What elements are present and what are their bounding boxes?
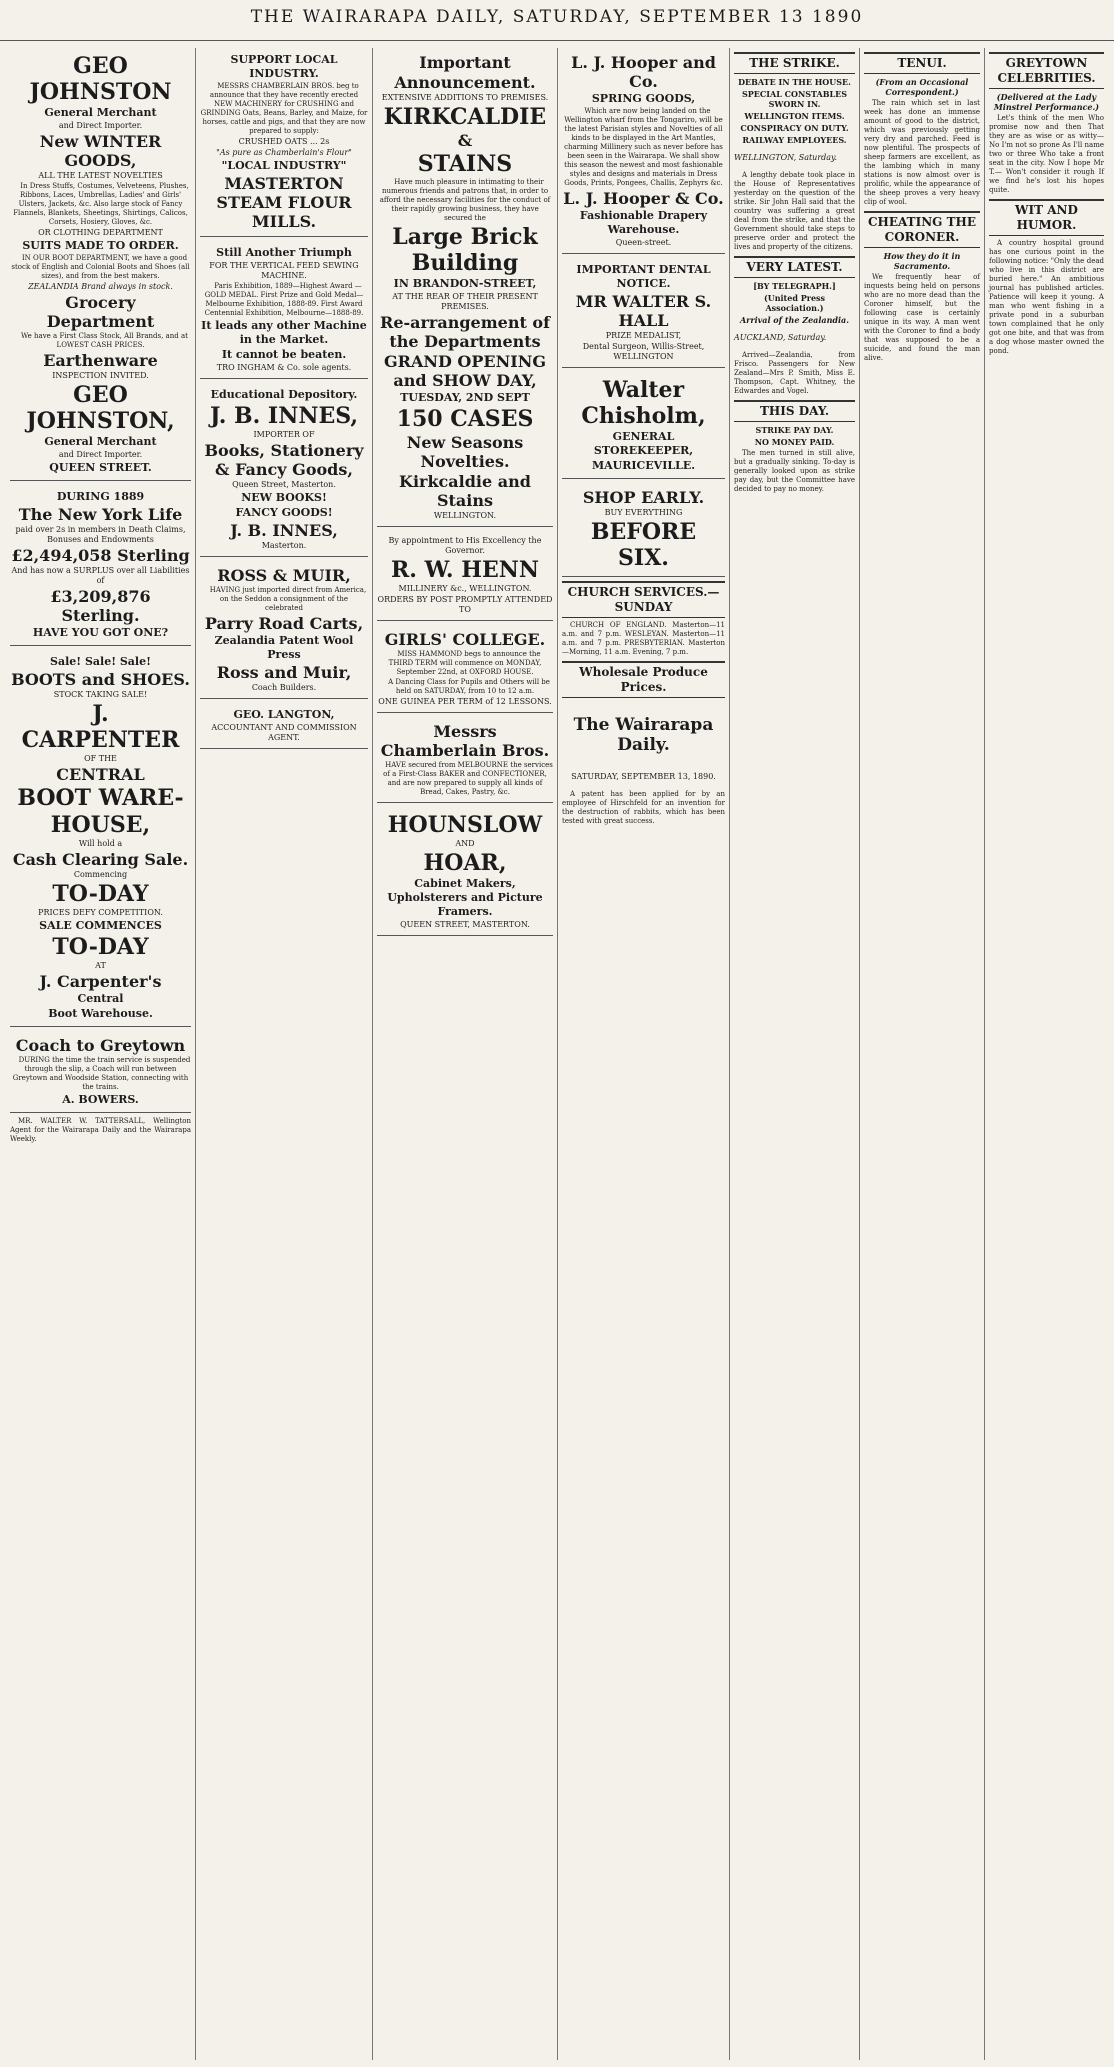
- boot-ware: BOOT WARE-: [17, 785, 184, 811]
- innes-masterton: Masterton.: [261, 541, 307, 550]
- sewing-machine-ad: [200, 241, 368, 379]
- coach-ad: [10, 1031, 191, 1113]
- daily-title-block: [562, 715, 725, 782]
- importer-of: IMPORTER OF: [253, 430, 315, 439]
- ross-and-muir-2: Ross and Muir,: [216, 663, 352, 682]
- arrival-text: Arrived—Zealandia, from Frisco. Passengers for New Zealand—Mrs P. Smith, Miss E. Thompson, Capt. Whitney, the Edwardes and Vogel.: [734, 351, 855, 395]
- railway-employees: RAILWAY EMPLOYEES.: [742, 135, 847, 145]
- arrival-zealandia: Arrival of the Zealandia.: [739, 315, 850, 325]
- wit-text: A country hospital ground has one curious point in the following notice: "Only the dead who live in this district are buried here." An ambitious journal has published articles. Patience will keep it young. A man who went fishing in a private pond in a suburban town complained that he only got one bite, and that was from a dog whose master owned the pond.: [989, 239, 1104, 355]
- messrs-chamberlain: Messrs Chamberlain Bros.: [380, 722, 550, 760]
- dental-ad: [562, 258, 725, 368]
- greytown-sub: (Delivered at the Lady Minstrel Performance.): [993, 92, 1100, 112]
- coach-text: DURING the time the train service is suspended through the slip, a Coach will run between Greytown and Woodside Station, connecting with the trains.: [12, 1056, 191, 1091]
- new-winter-goods: New WINTER GOODS,: [39, 132, 162, 170]
- girls-college-ad: [377, 625, 553, 713]
- brandon-street: IN BRANDON-STREET,: [393, 277, 537, 290]
- j-b-innes: J. B. INNES,: [210, 403, 358, 429]
- church-text: CHURCH OF ENGLAND. Masterton—11 a.m. and 7 p.m. WESLEYAN. Masterton—11 a.m. and 7 p.m. PRESBYTERIAN. Masterton—Morning, 11 a.m. Evening, 7 p.m.: [562, 621, 725, 656]
- sale-sale: Sale! Sale! Sale!: [50, 655, 151, 668]
- sale-commences: SALE COMMENCES: [39, 919, 162, 932]
- central-2: Central: [77, 992, 124, 1005]
- commencing: Commencing: [73, 870, 128, 879]
- debate-in-house: DEBATE IN THE HOUSE.: [738, 77, 851, 87]
- grocery-text: We have a First Class Stock, All Brands, and at LOWEST CASH PRICES.: [21, 332, 188, 349]
- prices-defy: PRICES DEFY COMPETITION.: [38, 908, 163, 917]
- general-merchant: General Merchant: [44, 106, 157, 119]
- by-telegraph: [BY TELEGRAPH.]: [753, 281, 836, 291]
- column-6: [860, 48, 985, 2060]
- zealandia-brand: ZEALANDIA Brand always in stock.: [28, 282, 173, 291]
- rearrangement: Re-arrangement of the Departments: [380, 313, 550, 351]
- hounslow-ad: [377, 807, 553, 936]
- sacramento: How they do it in Sacramento.: [883, 251, 961, 271]
- conspiracy-on-duty: CONSPIRACY ON DUTY.: [740, 123, 849, 133]
- educational-depository: Educational Depository.: [210, 388, 358, 401]
- new-york-life: The New York Life: [18, 505, 183, 524]
- hounslow-street: QUEEN STREET, MASTERTON.: [400, 920, 530, 929]
- shop-early-ad: [562, 483, 725, 577]
- fancy-goods: FANCY GOODS!: [235, 506, 333, 519]
- stock-taking-sale: STOCK TAKING SALE!: [53, 690, 148, 699]
- tenui-heading: TENUI.: [864, 52, 980, 74]
- leads-market: It leads any other Machine in the Market.: [201, 319, 367, 346]
- dancing-class: A Dancing Class for Pupils and Others will be held on SATURDAY, from 10 to 12 a.m.: [388, 678, 550, 695]
- daily-title: The Wairarapa Daily.: [573, 715, 714, 755]
- stains: STAINS: [417, 151, 513, 177]
- messrs-text: HAVE secured from MELBOURNE the services of a First-Class BAKER and CONFECTIONER, and are now prepared to supply all kinds of Bread, Cakes, Pastry, &c.: [383, 761, 553, 796]
- girls-college: GIRLS' COLLEGE.: [384, 630, 546, 649]
- this-day-text: The men turned in still alive, but a gradually sinking. To-day is generally looked upon as strike pay day, but the Committee have decided to pay no money.: [734, 449, 855, 493]
- greytown-heading: GREYTOWN CELEBRITIES.: [989, 52, 1104, 89]
- large-brick-building: Large Brick Building: [392, 224, 538, 276]
- at: AT: [95, 961, 106, 970]
- walter-chisholm: Walter Chisholm,: [581, 377, 706, 429]
- crushed-oats: CRUSHED OATS ... 2s: [238, 137, 330, 146]
- suits-made: SUITS MADE TO ORDER.: [22, 239, 179, 252]
- no-money-paid: NO MONEY PAID.: [754, 437, 835, 447]
- special-constables: SPECIAL CONSTABLES SWORN IN.: [741, 89, 848, 109]
- geo-johnston-ad: [10, 48, 191, 481]
- auckland-saturday: AUCKLAND, Saturday.: [734, 333, 827, 342]
- wellington-items: WELLINGTON ITEMS.: [744, 111, 845, 121]
- hooper-ad: [562, 48, 725, 254]
- central: CENTRAL: [56, 765, 145, 784]
- direct-importer-2: and Direct Importer.: [58, 450, 143, 459]
- support-local: SUPPORT LOCAL INDUSTRY.: [230, 53, 338, 80]
- house: HOUSE,: [50, 812, 151, 838]
- kirkcaldie: KIRKCALDIE: [383, 104, 547, 130]
- queen-street: QUEEN STREET.: [49, 461, 152, 474]
- ampersand: &: [457, 131, 473, 150]
- ross-and-muir: ROSS & MUIR,: [217, 566, 351, 585]
- shop-early: SHOP EARLY.: [582, 488, 705, 507]
- coach-to-greytown: Coach to Greytown: [15, 1036, 186, 1055]
- a-bowers: A. BOWERS.: [62, 1093, 139, 1106]
- column-7: [985, 48, 1108, 2060]
- column-5: [730, 48, 860, 2060]
- greytown-poem: Let's think of the men Who promise now and then That they are as wise or as witty— No I'm not so prone As I'll name two or three Who take a front seat in the city. Now I hope Mr T.— Won't consider it rough If we find he's lost his hopes quite.: [989, 114, 1104, 194]
- geo-langton: GEO. LANGTON,: [233, 708, 335, 721]
- inspection-invited: INSPECTION INVITED.: [52, 371, 149, 380]
- chamberlain-bros-ad: [377, 717, 553, 803]
- ingham-agents: TRO INGHAM & Co. sole agents.: [216, 363, 352, 372]
- innes-ad: [200, 383, 368, 557]
- accountant: ACCOUNTANT AND COMMISSION AGENT.: [211, 723, 357, 742]
- by-appointment: By appointment to His Excellency the Governor.: [388, 536, 542, 555]
- carpenter-ad: [10, 650, 191, 1027]
- fashionable-drapery: Fashionable Drapery Warehouse.: [579, 209, 708, 236]
- chamberlain-text: MESSRS CHAMBERLAIN BROS. beg to announce that they have recently erected NEW MACHINERY for CRUSHING and GRINDING Oats, Beans, Barley, and Maize, for horses, cattle and pigs, and that they are now prepared to supply:: [200, 82, 368, 135]
- ny-life-text: paid over 2s in members in Death Claims, Bonuses and Endowments: [15, 525, 186, 544]
- hoar: HOAR,: [423, 850, 507, 876]
- spring-goods: SPRING GOODS,: [591, 92, 696, 105]
- this-day-heading: THIS DAY.: [734, 400, 855, 422]
- cheating-text: We frequently hear of inquests being held on persons who are no more dead than the Coroner himself, but the following case is certainly unique in its way. A man went with the Coroner to find a body that was supposed to be a suicide, and found the man alive.: [864, 273, 980, 362]
- zealandia-press: Zealandia Patent Wool Press: [214, 634, 354, 661]
- dental-notice: IMPORTANT DENTAL NOTICE.: [576, 263, 711, 290]
- amount-paid: £2,494,058 Sterling: [11, 546, 190, 565]
- announcement: Announcement.: [394, 73, 536, 92]
- daily-date: SATURDAY, SEPTEMBER 13, 1890.: [571, 772, 716, 781]
- latest-novelties: ALL THE LATEST NOVELTIES: [38, 171, 163, 180]
- today-2: TO-DAY: [52, 934, 149, 960]
- wholesale-heading: Wholesale Produce Prices.: [562, 661, 725, 698]
- cannot-be-beaten: It cannot be beaten.: [221, 348, 347, 361]
- millinery: MILLINERY &c., WELLINGTON.: [398, 584, 532, 593]
- mauriceville: MAURICEVILLE.: [591, 459, 696, 472]
- henn-ad: [377, 531, 553, 621]
- paris-exhibition: Paris Exhibition, 1889—Highest Award —GOLD MEDAL. First Prize and Gold Medal—Melbourne Exhibition, 1888-89. First Award Centennial Exhibition, Melbourne—1888-89.: [204, 282, 364, 317]
- langton-ad: [200, 703, 368, 749]
- before-six: BEFORE SIX.: [590, 519, 697, 571]
- rear-premises: AT THE REAR OF THEIR PRESENT PREMISES.: [392, 292, 538, 311]
- wellington-agent: MR. WALTER W. TATTERSALL, Wellington Agent for the Wairarapa Daily and the Wairarapa Weekly.: [10, 1117, 191, 1143]
- dental-surgeon: Dental Surgeon, Willis-Street, WELLINGTON: [582, 342, 705, 361]
- during-1889: DURING 1889: [56, 490, 145, 503]
- important: Important: [419, 53, 511, 72]
- one-guinea: ONE GUINEA PER TERM of 12 LESSONS.: [378, 697, 552, 706]
- tuesday-sept: TUESDAY, 2ND SEPT: [400, 391, 530, 404]
- hounslow: HOUNSLOW: [387, 812, 543, 838]
- clothing-dept: OR CLOTHING DEPARTMENT: [38, 228, 163, 237]
- new-seasons-novelties: New Seasons Novelties.: [406, 433, 524, 471]
- cash-clearing-sale: Cash Clearing Sale.: [12, 850, 189, 869]
- buy-everything: BUY EVERYTHING: [604, 508, 683, 517]
- hammond-text: MISS HAMMOND begs to announce the THIRD TERM will commence on MONDAY, September 22nd, at OXFORD HOUSE.: [388, 650, 542, 676]
- walter-hall: MR WALTER S. HALL: [575, 292, 712, 330]
- hounslow-and: AND: [455, 839, 475, 848]
- j-carpenter: J. CARPENTER: [21, 701, 180, 753]
- r-w-henn: R. W. HENN: [391, 557, 539, 583]
- kirkcaldie-wellington: WELLINGTON.: [433, 511, 497, 520]
- parry-road-carts: Parry Road Carts,: [204, 614, 364, 633]
- cabinet-makers: Cabinet Makers, Upholsterers and Picture Framers.: [387, 877, 543, 918]
- chamberlain-ad: [200, 48, 368, 237]
- earthenware: Earthenware: [43, 351, 158, 370]
- books-stationery: Books, Stationery & Fancy Goods,: [204, 441, 364, 479]
- surplus-amount: £3,209,876 Sterling.: [50, 587, 151, 625]
- local-industry: "LOCAL INDUSTRY": [221, 159, 347, 172]
- ross-text: HAVING just imported direct from America, on the Seddon a consignment of the celebrated: [209, 586, 367, 612]
- hooper-title: L. J. Hooper and Co.: [571, 53, 716, 91]
- chamberlain-flour: "As pure as Chamberlain's Flour": [216, 148, 352, 157]
- newspaper-masthead: THE WAIRARAPA DAILY, SATURDAY, SEPTEMBER 13 1890: [0, 0, 1114, 41]
- hooper-text: Which are now being landed on the Wellington wharf from the Tongariro, will be the latest Parisian styles and Novelties of all kinds to be displayed in the Art Mantles, charming Millinery such as never before has been seen in the Wairarapa. We shall show this season the newest and most fashionable styles and designs and materials in Dress Goods, Prints, Pongees, Challis, Zephyrs &c.: [564, 107, 723, 187]
- kirkcaldie-and-stains: Kirkcaldie and Stains: [399, 472, 531, 510]
- orders-by-post: ORDERS BY POST PROMPTLY ATTENDED TO: [377, 595, 553, 614]
- very-latest-heading: VERY LATEST.: [734, 256, 855, 278]
- innes-queen-st: Queen Street, Masterton.: [232, 480, 336, 489]
- geo-johnston-title-2: GEO JOHNSTON,: [26, 382, 175, 434]
- wit-heading: WIT AND HUMOR.: [989, 199, 1104, 236]
- column-3: [373, 48, 558, 2060]
- ross-muir-ad: [200, 561, 368, 699]
- column-1: [6, 48, 196, 2060]
- column-2: [196, 48, 373, 2060]
- extensive-additions: EXTENSIVE ADDITIONS TO PREMISES.: [381, 93, 549, 102]
- boots-and-shoes: BOOTS and SHOES.: [11, 670, 190, 689]
- church-heading: CHURCH SERVICES.—SUNDAY: [562, 581, 725, 618]
- chisholm-ad: [562, 372, 725, 479]
- general-merchant-2: General Merchant: [44, 435, 157, 448]
- tenui-text: The rain which set in last week has done an immense amount of good to the district, which was previously getting very dry and parched. Feed is now plentiful. The prospects of sheep farmers are excellent, as the lambing which in many stations is now almost over is prolific, while the appearance of the sheep proves a very heavy clip of wool.: [864, 99, 980, 206]
- j-b-innes-2: J. B. INNES,: [230, 521, 338, 540]
- hooper-queen-street: Queen-street.: [615, 238, 672, 247]
- 150-cases: 150 CASES: [396, 406, 534, 432]
- strike-heading: THE STRIKE.: [734, 52, 855, 74]
- will-hold: Will hold a: [78, 839, 123, 848]
- coach-builders: Coach Builders.: [251, 683, 317, 692]
- newspaper-page: [6, 48, 1108, 2060]
- general-storekeeper: GENERAL STOREKEEPER,: [593, 430, 694, 457]
- still-another-triumph: Still Another Triumph: [216, 246, 352, 259]
- have-you-got-one: HAVE YOU GOT ONE?: [32, 626, 169, 639]
- vertical-feed: FOR THE VERTICAL FEED SEWING MACHINE.: [209, 261, 359, 280]
- grocery-department: Grocery Department: [46, 293, 155, 331]
- prize-medalist: PRIZE MEDALIST,: [605, 331, 682, 340]
- boot-dept: IN OUR BOOT DEPARTMENT, we have a good stock of English and Colonial Boots and Shoes (all sizes), and from the best makers.: [11, 254, 190, 280]
- wellington-saturday: WELLINGTON, Saturday.: [734, 153, 838, 162]
- grand-opening: GRAND OPENING and SHOW DAY,: [383, 352, 546, 390]
- united-press: (United Press Association.): [763, 293, 826, 313]
- today: TO-DAY: [52, 881, 149, 907]
- hooper-title-2: L. J. Hooper & Co.: [563, 189, 724, 208]
- surplus-text: And has now a SURPLUS over all Liabilities of: [11, 566, 190, 585]
- masterton-mills: MASTERTON STEAM FLOUR MILLS.: [216, 174, 352, 231]
- column-4: [558, 48, 730, 2060]
- tenui-sub: (From an Occasional Correspondent.): [875, 77, 969, 97]
- boot-warehouse: Boot Warehouse.: [48, 1007, 153, 1020]
- cheating-heading: CHEATING THE CORONER.: [864, 211, 980, 248]
- j-carpenters: J. Carpenter's: [39, 972, 162, 991]
- geo-johnston-title: GEO JOHNSTON: [29, 53, 172, 105]
- kirkcaldie-ad: [377, 48, 553, 527]
- direct-importer: and Direct Importer.: [58, 121, 143, 130]
- strike-pay-day: STRIKE PAY DAY.: [755, 425, 834, 435]
- new-york-life-ad: [10, 485, 191, 646]
- of-the: OF THE: [84, 754, 117, 763]
- strike-text: A lengthy debate took place in the House of Representatives yesterday on the question of the strike. Sir John Hall said that the country was suffering a great deal from the strike, and that the Government should take steps to preserve order and protect the lives and property of the citizens.: [734, 171, 855, 251]
- kirkcaldie-text: Have much pleasure in intimating to their numerous friends and patrons that, in order to afford the necessary facilities for the conduct of their rapidly growing business, they have secured the: [379, 178, 551, 222]
- drapery-text: In Dress Stuffs, Costumes, Velveteens, Plushes, Ribbons, Laces, Umbrellas, Ladies' and Girls' Ulsters, Jackets, &c. Also large stock of Fancy Flannels, Blankets, Sheetings, Shirtings, Calicos, Corsets, Hosiery, Gloves, &c.: [13, 182, 189, 226]
- editorial-text: A patent has been applied for by an employee of Hirschfeld for an invention for the destruction of rabbits, which has been tested with great success.: [562, 790, 725, 825]
- new-books: NEW BOOKS!: [241, 491, 327, 504]
